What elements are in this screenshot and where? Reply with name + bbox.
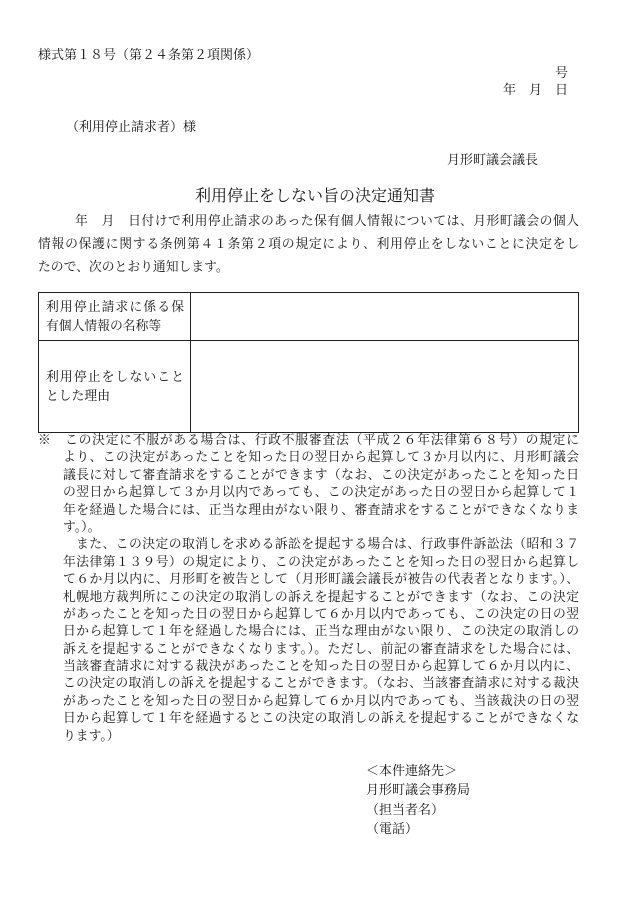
contact-block xyxy=(366,762,470,840)
table-label-line: 有個人情報の名称等 xyxy=(46,318,162,334)
table-label-line: 利用停止をしないこと xyxy=(46,369,184,385)
note-line: があったことを知った日の翌日から起算して６か月以内であっても、この決定の日の翌 xyxy=(63,606,579,622)
note-line: の翌日から起算して３か月以内であっても、この決定があった日の翌日から起算して１ xyxy=(63,485,579,501)
recipient: （利用停止請求者）様 xyxy=(66,120,197,135)
table-row xyxy=(39,293,579,341)
note-block xyxy=(38,432,579,745)
intro-paragraph xyxy=(38,210,579,279)
note-line: 訴えを提起することができなくなります。）。ただし、前記の審査請求をした場合には、 xyxy=(63,641,579,657)
note-line: この決定の取消しの訴えを提起することができます。（なお、当該審査請求に対する裁決 xyxy=(63,676,579,692)
note-line: 当該審査請求に対する裁決があったことを知った日の翌日から起算して６か月以内に、 xyxy=(63,659,579,675)
contact-office: 月形町議会事務局 xyxy=(366,783,471,799)
note-line: また、この決定の取消しを求める訴訟を提起する場合は、行政事件訴訟法（昭和３７ xyxy=(76,537,579,553)
table-label-cell xyxy=(39,341,191,433)
contact-phone: （電話） xyxy=(366,822,419,838)
sender: 月形町議会議長 xyxy=(447,153,539,168)
note-line: 議長に対して審査請求をすることができます（なお、この決定があったことを知った日 xyxy=(63,467,579,483)
note-line: 日から起算して１年を経過した場合には、正当な理由がない限り、この決定の取消しの xyxy=(63,624,579,640)
note-line: て６か月以内に、月形町を被告として（月形町議会議長が被告の代表者となります。）、 xyxy=(63,572,579,588)
table-label-line: 利用停止請求に係る保 xyxy=(46,299,184,315)
document-title: 利用停止をしない旨の決定通知書 xyxy=(194,186,435,205)
note-line: があったことを知った日の翌日から起算して６か月以内であっても、当該裁決の日の翌 xyxy=(63,693,579,709)
note-line: 日から起算して１年を経過するとこの決定の取消しの訴えを提起することができなくな xyxy=(63,711,579,727)
contact-person: （担当者名） xyxy=(366,802,445,818)
table-value-cell xyxy=(191,341,579,433)
table-label-cell xyxy=(39,293,191,341)
note-line: 札幌地方裁判所にこの決定の取消しの訴えを提起することができます（なお、この決定 xyxy=(63,589,579,605)
note-line: 年を経過した場合には、正当な理由がない限り、審査請求をすることができなくなりま xyxy=(63,502,579,518)
intro-line: たので、次のとおり通知します。 xyxy=(38,260,229,275)
intro-line: 年 月 日付けで利用停止請求のあった保有個人情報については、月形町議会の個人 xyxy=(75,214,579,229)
table-value-cell xyxy=(191,293,579,341)
intro-line: 情報の保護に関する条例第４１条第２項の規定により、利用停止をしないことに決定をし xyxy=(38,237,579,252)
note-line: ります。） xyxy=(63,728,120,744)
contact-heading: ＜本件連絡先＞ xyxy=(366,764,458,779)
table-row xyxy=(39,341,579,433)
date-line: 年 月 日 xyxy=(502,83,568,98)
request-table xyxy=(38,292,579,433)
note-line: ※ この決定に不服がある場合は、行政不服審査法（平成２６年法律第６８号）の規定に xyxy=(38,433,579,448)
note-line: より、この決定があったことを知った日の翌日から起算して３か月以内に、月形町議会 xyxy=(63,450,579,466)
table-label-line: とした理由 xyxy=(46,388,110,404)
document-number: 号 xyxy=(554,66,568,81)
note-line: 年法律第１３９号）の規定により、この決定があったことを知った日の翌日から起算し xyxy=(63,554,579,570)
note-line: す。）。 xyxy=(63,519,101,535)
form-number: 様式第１８号（第２４条第２項関係） xyxy=(38,48,260,63)
